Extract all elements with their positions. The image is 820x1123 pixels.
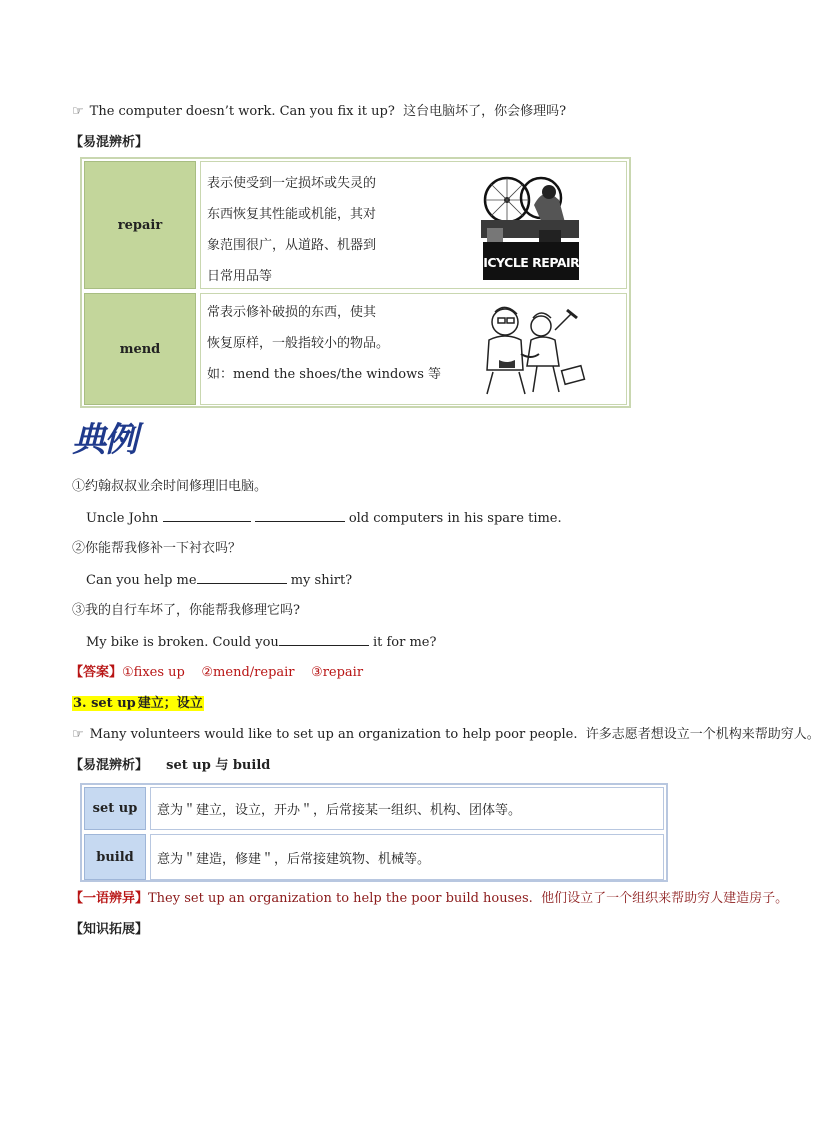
table-row [84,293,627,405]
word-cell: mend [84,293,196,405]
section1-title: 【易混辨析】 [70,135,149,150]
shoe-mending-illustration [475,300,593,400]
exercise-1-zh: ①约翰叔叔业余时间修理旧电脑。 [72,479,268,494]
comparison-table-setup-build [80,783,668,882]
section3-meaning: 建立；设立 [137,696,203,711]
top-example [72,103,566,121]
description-text: 表示使受到一定损坏或失灵的 东西恢复其性能或机能，其对 象范围很广，从道路、机器到 日常用品等 [207,176,377,284]
section3-heading [72,695,204,713]
example-logo: 典例 [72,420,136,460]
description-cell [200,161,627,289]
bicycle-repair-illustration [474,170,588,282]
bicycle-repairs-sign-text: BICYCLE REPAIRS [474,255,588,270]
comparison-table-repair-mend [80,157,631,408]
one-line-label: 【一语辨异】 [70,891,149,906]
answer-line: 【答案】①fixes up ②mend/repair ③repair [70,665,364,680]
pointing-hand-icon: ☞ [72,104,84,119]
description-cell: 意为＂建造，修建＂，后常接建筑物、机械等。 [150,834,664,880]
exercise-3-en: My bike is broken. Could you it for me? [86,635,437,650]
section3-example: ☞ Many volunteers would like to set up an organization to help poor people. 许多志愿者想设立一个机构来帮助穷人。 [72,727,820,742]
exercise-1-en: Uncle John old computers in his spare time. [86,511,562,526]
exercise-3-zh: ③我的自行车坏了，你能帮我修理它吗? [72,603,300,618]
exercise-2-zh: ②你能帮我修补一下衬衣吗？ [72,541,242,556]
answer-blank[interactable] [255,509,345,522]
description-text: 常表示修补破损的东西，使其 恢复原样，一般指较小的物品。 如：mend the shoes/the windows 等 [207,305,442,382]
exercise-2-en: Can you help me my shirt? [86,573,353,588]
answer-blank[interactable] [279,633,369,646]
top-example-en: The computer doesn’t work. Can you fix it up? [89,104,395,119]
description-cell: 意为＂建立，设立，开办＂，后常接某一组织、机构、团体等。 [150,787,664,830]
top-example-zh: 这台电脑坏了，你会修理吗? [403,104,567,119]
answer-blank[interactable] [163,509,251,522]
section3-compare-title: 【易混辨析】 set up 与 build [70,758,271,773]
section3-number: 3. set up [73,696,136,711]
pointing-hand-icon: ☞ [72,727,84,742]
word-cell: repair [84,161,196,289]
word-cell: set up [84,787,146,830]
word-cell: build [84,834,146,880]
description-cell [200,293,627,405]
table-row [84,161,627,289]
answer-label: 【答案】 [70,665,123,680]
answer-blank[interactable] [197,571,287,584]
knowledge-title: 【知识拓展】 [70,922,149,937]
one-line-distinction: 【一语辨异】They set up an organization to help the poor build houses. 他们设立了一个组织来帮助穷人建造房子。 [70,891,789,906]
